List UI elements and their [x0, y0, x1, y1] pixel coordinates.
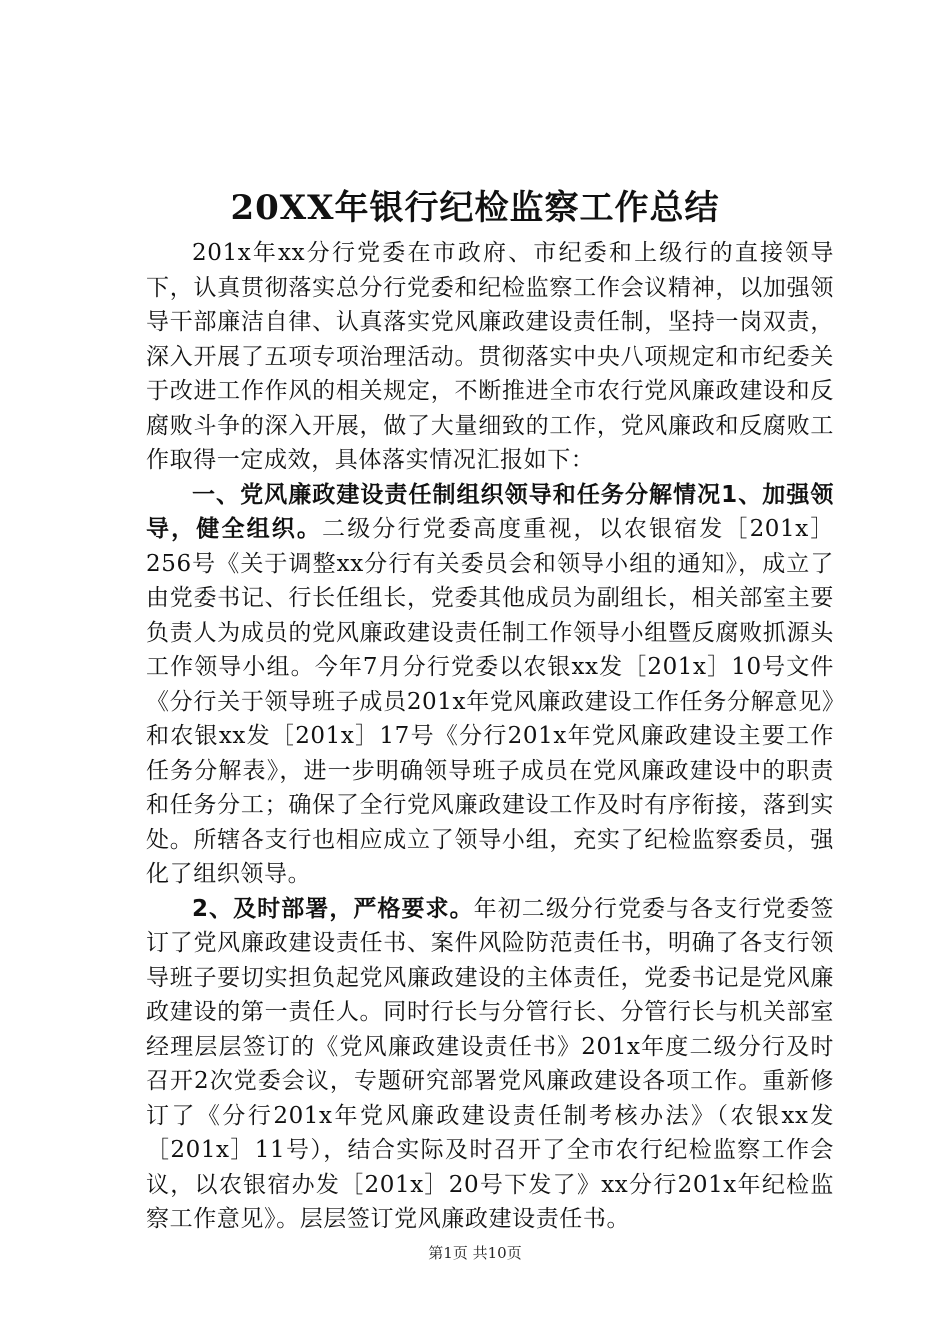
paragraph-intro — [146, 236, 834, 478]
paragraph-lead: 2、及时部署，严格要求。 — [192, 895, 474, 922]
paragraph-text: 年初二级分行党委与各支行党委签订了党风廉政建设责任书、案件风险防范责任书，明确了各支行领导班子要切实担负起党风廉政建设的主体责任，党委书记是党风廉政建设的第一责任人。同时行长与分管行长、分管行长与机关部室经理层层签订的《党风廉政建设责任书》201x年度二级分行及时召开2次党委会议，专题研究部署党风廉政建设各项工作。重新修订了《分行201x年党风廉政建设责任制考核办法》（农银xx发［201x］11号），结合实际及时召开了全市农行纪检监察工作会议，以农银宿办发［201x］20号下发了》xx分行201x年纪检监察工作意见》。层层签订党风廉政建设责任书。 — [146, 895, 834, 1232]
document-body — [146, 236, 834, 1237]
page-footer: 第1页 共10页 — [428, 1244, 522, 1262]
document-title: 20XX年银行纪检监察工作总结 — [230, 188, 720, 228]
paragraph-lead: 一、党风廉政建设责任制组织领导和任务分解情况1、加强领导，健全组织。 — [146, 481, 834, 542]
paragraph-section-1 — [146, 478, 834, 892]
paragraph-section-2 — [146, 892, 834, 1237]
paragraph-text: 201x年xx分行党委在市政府、市纪委和上级行的直接领导下，认真贯彻落实总分行党委和纪检监察工作会议精神，以加强领导干部廉洁自律、认真落实党风廉政建设责任制，坚持一岗双责，深入开展了五项专项治理活动。贯彻落实中央八项规定和市纪委关于改进工作作风的相关规定，不断推进全市农行党风廉政建设和反腐败斗争的深入开展，做了大量细致的工作，党风廉政和反腐败工作取得一定成效，具体落实情况汇报如下： — [146, 240, 834, 473]
paragraph-text: 二级分行党委高度重视，以农银宿发［201x］256号《关于调整xx分行有关委员会和领导小组的通知》，成立了由党委书记、行长任组长，党委其他成员为副组长，相关部室主要负责人为成员的党风廉政建设责任制工作领导小组暨反腐败抓源头工作领导小组。今年7月分行党委以农银xx发［201x］10号文件《分行关于领导班子成员201x年党风廉政建设工作任务分解意见》和农银xx发［201x］17号《分行201x年党风廉政建设主要工作任务分解表》，进一步明确领导班子成员在党风廉政建设中的职责和任务分工；确保了全行党风廉政建设工作及时有序衔接，落到实处。所辖各支行也相应成立了领导小组，充实了纪检监察委员，强化了组织领导。 — [146, 516, 834, 887]
